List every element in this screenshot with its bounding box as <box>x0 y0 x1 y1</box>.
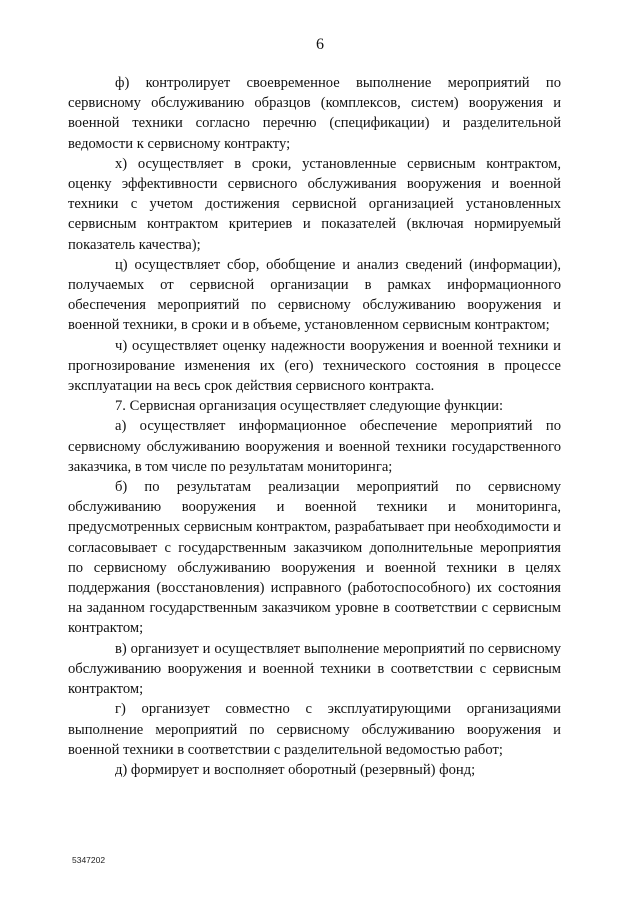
document-code: 5347202 <box>72 855 106 865</box>
paragraph-ch-reliability-assessment: ч) осуществляет оценку надежности вооружения и военной техники и прогнозирование изменения их (его) технического состояния в процессе эксплуатации на весь срок действия сервисного контракта. <box>68 337 561 395</box>
paragraph-g-joint-execution: г) организует совместно с эксплуатирующими организациями выполнение мероприятий по сервисному обслуживанию вооружения и военной техники в соответствии с разделительной ведомостью работ; <box>68 701 561 758</box>
paragraph-v-organizes-execution: в) организует и осуществляет выполнение мероприятий по сервисному обслуживанию вооружения и военной техники в соответствии с сервисным контрактом; <box>68 640 561 698</box>
paragraph-b-additional-measures: б) по результатам реализации мероприятий по сервисному обслуживанию вооружения и военной техники и мониторинга, предусмотренных сервисным контрактом, разрабатывает при необходимости и согласовывает с государственным заказчиком дополнительные мероприятия по сервисному обслуживанию вооружения и военной техники в целях поддержания (восстановления) исправного (работоспособного) их состояния на заданном государственным заказчиком уровне в соответствии с сервисным контрактом; <box>68 479 561 637</box>
page-number: 6 <box>316 36 324 53</box>
document-body <box>68 73 561 780</box>
paragraph-d-reserve-fund: д) формирует и восполняет оборотный (резервный) фонд; <box>115 761 476 778</box>
paragraph-kh-efficiency-assessment: х) осуществляет в сроки, установленные сервисным контрактом, оценку эффективности сервисного обслуживания вооружения и военной техники с учетом достижения сервисной организацией установленных сервисным контрактом критериев и показателей (включая нормируемый показатель качества); <box>68 155 561 253</box>
section-7-heading: 7. Сервисная организация осуществляет следующие функции: <box>115 398 503 415</box>
paragraph-f-control-timely-execution: ф) контролирует своевременное выполнение мероприятий по сервисному обслуживанию образцов (комплексов, систем) вооружения и военной техники согласно перечню (спецификации) и разделительной ведомости к сервисному контракту; <box>68 75 561 152</box>
paragraph-ts-information-collection: ц) осуществляет сбор, обобщение и анализ сведений (информации), получаемых от сервисной организации в рамках информационного обеспечения мероприятий по сервисному обслуживанию вооружения и военной техники, в сроки и в объеме, установленном сервисным контрактом; <box>68 256 561 334</box>
paragraph-a-information-support: а) осуществляет информационное обеспечение мероприятий по сервисному обслуживанию вооружения и военной техники государственного заказчика, в том числе по результатам мониторинга; <box>68 418 561 475</box>
